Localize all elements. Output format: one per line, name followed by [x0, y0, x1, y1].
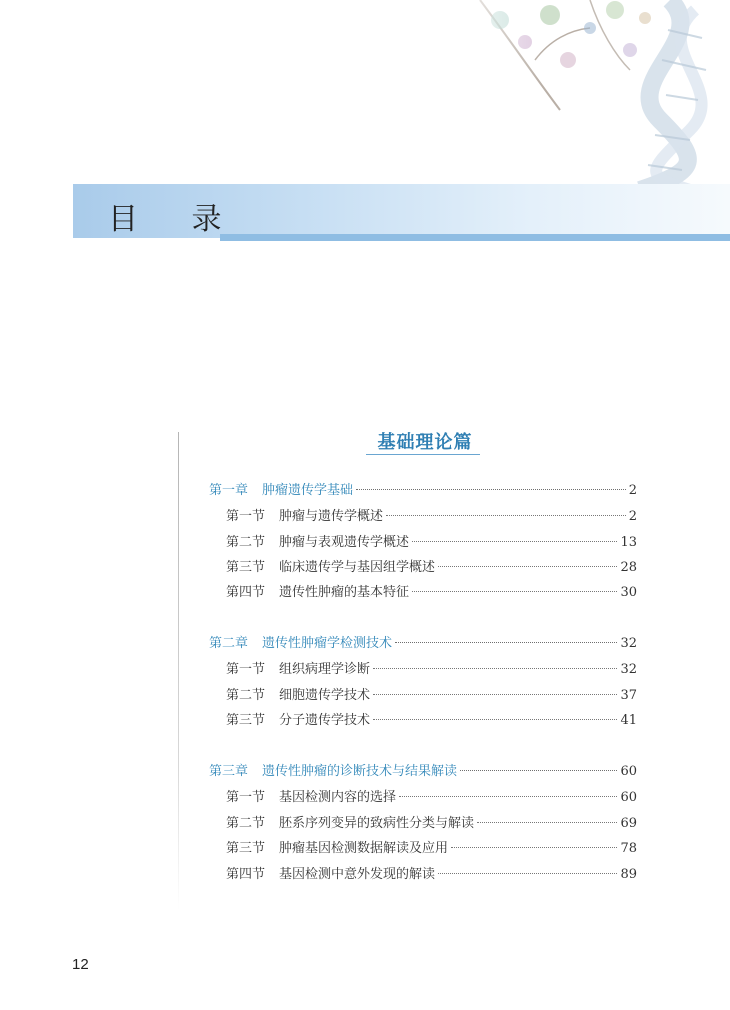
section-title: 胚系序列变异的致病性分类与解读 [279, 816, 475, 831]
section-number: 第二节 [226, 816, 266, 831]
chapter-number: 第一章 [209, 483, 249, 498]
leader-dots [438, 873, 617, 874]
leader-dots [356, 489, 626, 490]
leader-dots [438, 566, 617, 567]
toc-section-entry[interactable] [226, 583, 637, 603]
chapter-title: 遗传性肿瘤的诊断技术与结果解读 [262, 764, 458, 779]
section-title: 分子遗传学技术 [279, 713, 371, 728]
leader-dots [373, 668, 617, 669]
page-ref: 2 [628, 509, 637, 524]
toc-section-entry[interactable] [226, 711, 637, 731]
page-ref: 32 [620, 662, 637, 677]
page-ref: 2 [628, 483, 637, 498]
page-ref: 28 [620, 560, 637, 575]
toc-section-entry[interactable] [226, 533, 637, 553]
page-ref: 30 [620, 585, 637, 600]
leader-dots [395, 642, 617, 643]
page-number: 12 [72, 956, 89, 973]
toc-section-entry[interactable] [226, 788, 637, 808]
section-title: 肿瘤基因检测数据解读及应用 [279, 841, 449, 856]
page-ref: 69 [620, 816, 637, 831]
toc-section-entry[interactable] [226, 507, 637, 527]
section-title: 细胞遗传学技术 [279, 688, 371, 703]
toc-section-entry[interactable] [226, 686, 637, 706]
section-title: 肿瘤与遗传学概述 [279, 509, 384, 524]
page-ref: 60 [620, 790, 637, 805]
leader-dots [451, 847, 617, 848]
section-number: 第四节 [226, 585, 266, 600]
toc-chapter-entry[interactable] [209, 481, 637, 501]
section-number: 第一节 [226, 509, 266, 524]
chapter-title: 肿瘤遗传学基础 [262, 483, 354, 498]
page-ref: 32 [620, 636, 637, 651]
toc-section-entry[interactable] [226, 839, 637, 859]
part-heading: 基础理论篇 [377, 432, 473, 453]
page-ref: 41 [620, 713, 637, 728]
chapter-title: 遗传性肿瘤学检测技术 [262, 636, 393, 651]
section-number: 第四节 [226, 867, 266, 882]
section-title: 遗传性肿瘤的基本特征 [279, 585, 410, 600]
toc-section-entry[interactable] [226, 865, 637, 885]
section-number: 第二节 [226, 535, 266, 550]
page-ref: 13 [620, 535, 637, 550]
section-number: 第三节 [226, 841, 266, 856]
section-number: 第一节 [226, 662, 266, 677]
leader-dots [399, 796, 617, 797]
page-ref: 78 [620, 841, 637, 856]
toc-section-entry[interactable] [226, 660, 637, 680]
toc-section-entry[interactable] [226, 558, 637, 578]
leader-dots [386, 515, 626, 516]
chapter-number: 第二章 [209, 636, 249, 651]
section-number: 第三节 [226, 713, 266, 728]
chapter-number: 第三章 [209, 764, 249, 779]
section-title: 临床遗传学与基因组学概述 [279, 560, 436, 575]
section-title: 基因检测内容的选择 [279, 790, 397, 805]
page-ref: 37 [620, 688, 637, 703]
page-title: 目 录 [108, 202, 244, 237]
toc-chapter-entry[interactable] [209, 634, 637, 654]
page-ref: 89 [620, 867, 637, 882]
page-ref: 60 [620, 764, 637, 779]
leader-dots [412, 541, 617, 542]
section-title: 肿瘤与表观遗传学概述 [279, 535, 410, 550]
toc-section-entry[interactable] [226, 814, 637, 834]
section-title: 组织病理学诊断 [279, 662, 371, 677]
toc-chapter-entry[interactable] [209, 762, 637, 782]
leader-dots [373, 694, 617, 695]
leader-dots [412, 591, 617, 592]
section-number: 第一节 [226, 790, 266, 805]
section-number: 第二节 [226, 688, 266, 703]
section-number: 第三节 [226, 560, 266, 575]
section-title: 基因检测中意外发现的解读 [279, 867, 436, 882]
leader-dots [373, 719, 617, 720]
leader-dots [460, 770, 617, 771]
leader-dots [477, 822, 617, 823]
